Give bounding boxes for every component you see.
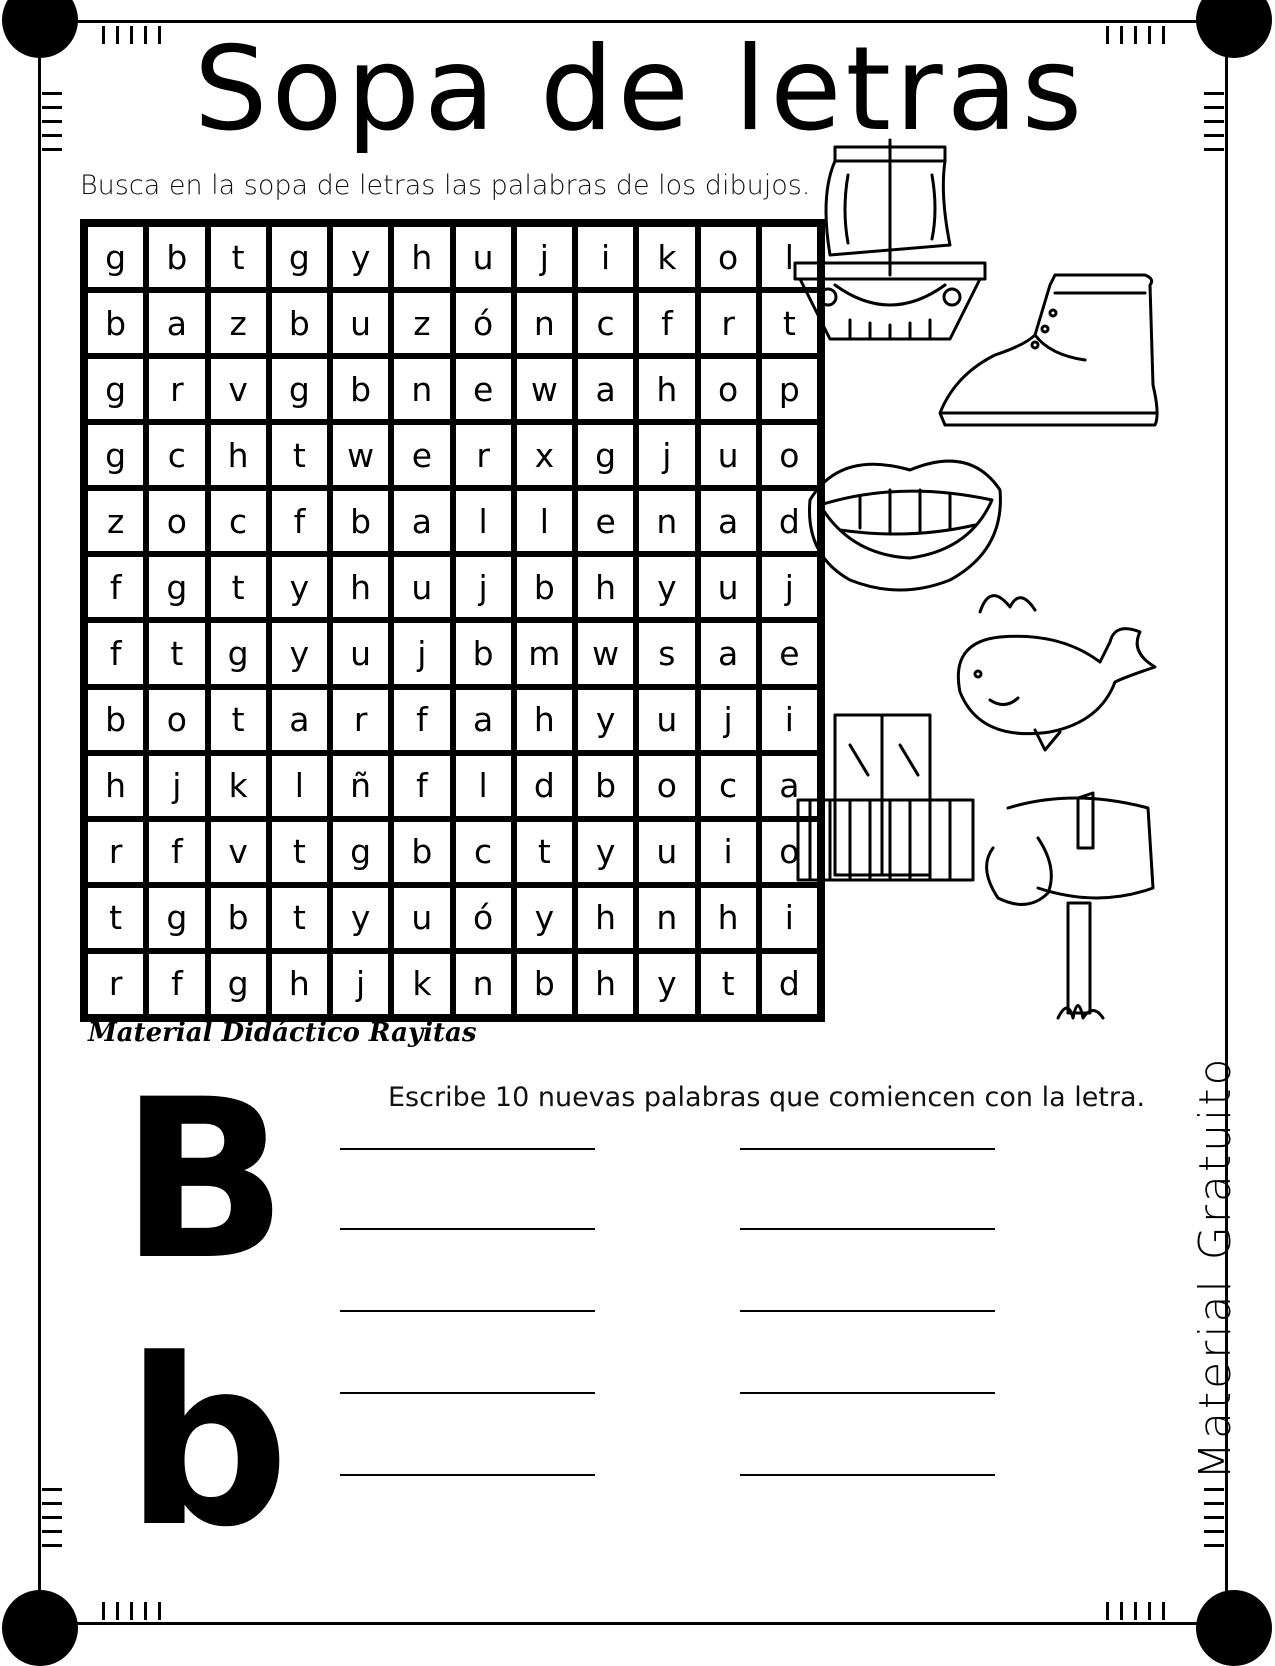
grid-cell[interactable]: l [517,491,572,551]
grid-cell[interactable]: c [578,293,633,353]
grid-cell[interactable]: b [517,557,572,617]
grid-cell[interactable]: l [272,756,327,816]
grid-cell[interactable]: e [578,491,633,551]
grid-cell[interactable]: u [701,425,756,485]
grid-cell[interactable]: j [517,227,572,287]
grid-cell[interactable]: d [517,756,572,816]
grid-cell[interactable]: t [211,557,266,617]
grid-cell[interactable]: i [762,690,817,750]
grid-cell[interactable]: c [149,425,204,485]
grid-cell[interactable]: g [211,954,266,1014]
grid-cell[interactable]: j [701,690,756,750]
grid-cell[interactable]: o [762,822,817,882]
boot-picture [935,265,1165,440]
grid-cell[interactable]: r [149,359,204,419]
grid-cell[interactable]: ñ [333,756,388,816]
grid-cell[interactable]: f [272,491,327,551]
grid-cell[interactable]: d [762,954,817,1014]
grid-cell[interactable]: b [149,227,204,287]
grid-cell[interactable]: a [578,359,633,419]
writing-line[interactable] [740,1228,995,1230]
grid-cell[interactable]: b [517,954,572,1014]
grid-cell[interactable]: a [456,690,511,750]
grid-cell[interactable]: o [149,491,204,551]
mouth-picture [800,440,1010,600]
grid-cell[interactable]: a [272,690,327,750]
grid-cell[interactable]: n [456,954,511,1014]
grid-cell[interactable]: w [578,623,633,683]
grid-cell[interactable]: b [333,491,388,551]
letter-uppercase: B [120,1052,288,1308]
writing-line[interactable] [740,1474,995,1476]
grid-cell[interactable]: f [149,822,204,882]
writing-line[interactable] [740,1310,995,1312]
grid-cell[interactable]: u [456,227,511,287]
grid-cell[interactable]: h [639,359,694,419]
grid-cell[interactable]: g [211,623,266,683]
grid-cell[interactable]: t [149,623,204,683]
grid-cell[interactable]: h [211,425,266,485]
grid-cell[interactable]: g [333,822,388,882]
grid-cell[interactable]: r [88,822,143,882]
grid-cell[interactable]: d [762,491,817,551]
writing-line[interactable] [740,1392,995,1394]
grid-cell[interactable]: g [149,557,204,617]
grid-cell[interactable]: z [88,491,143,551]
grid-cell[interactable]: j [762,557,817,617]
grid-cell[interactable]: h [701,888,756,948]
grid-cell[interactable]: h [517,690,572,750]
grid-cell[interactable]: n [639,888,694,948]
grid-cell[interactable]: n [394,359,449,419]
grid-cell[interactable]: x [517,425,572,485]
grid-cell[interactable]: k [394,954,449,1014]
grid-cell[interactable]: t [272,888,327,948]
grid-cell[interactable]: l [456,756,511,816]
grid-cell[interactable]: y [639,557,694,617]
writing-line[interactable] [740,1148,995,1150]
grid-cell[interactable]: e [456,359,511,419]
grid-cell[interactable]: u [701,557,756,617]
writing-instruction: Escribe 10 nuevas palabras que comiencen con la letra. [388,1082,1146,1113]
grid-cell[interactable]: c [701,756,756,816]
grid-cell[interactable]: w [517,359,572,419]
grid-cell[interactable]: l [762,227,817,287]
grid-cell[interactable]: t [272,425,327,485]
grid-cell[interactable]: b [88,293,143,353]
grid-cell[interactable]: y [272,557,327,617]
grid-cell[interactable]: g [88,425,143,485]
grid-cell[interactable]: t [762,293,817,353]
grid-cell[interactable]: h [88,756,143,816]
grid-cell[interactable]: y [578,822,633,882]
grid-cell[interactable]: y [272,623,327,683]
balcony-picture [790,695,980,890]
grid-cell[interactable]: p [762,359,817,419]
grid-cell[interactable]: f [149,954,204,1014]
grid-cell[interactable]: f [88,623,143,683]
grid-cell[interactable]: m [517,623,572,683]
grid-cell[interactable]: z [394,293,449,353]
grid-cell[interactable]: y [333,227,388,287]
grid-cell[interactable]: y [517,888,572,948]
grid-cell[interactable]: o [149,690,204,750]
grid-cell[interactable]: l [456,491,511,551]
grid-cell[interactable]: r [456,425,511,485]
grid-cell[interactable]: j [456,557,511,617]
grid-cell[interactable]: t [701,954,756,1014]
grid-cell[interactable]: b [272,293,327,353]
writing-line[interactable] [340,1474,595,1476]
grid-cell[interactable]: v [211,359,266,419]
grid-cell[interactable]: a [762,756,817,816]
grid-cell[interactable]: i [578,227,633,287]
grid-cell[interactable]: k [211,756,266,816]
grid-cell[interactable]: c [456,822,511,882]
grid-cell[interactable]: h [272,954,327,1014]
mailbox-picture [978,778,1168,1028]
writing-line[interactable] [340,1392,595,1394]
grid-cell[interactable]: i [701,822,756,882]
grid-cell[interactable]: r [88,954,143,1014]
grid-cell[interactable]: i [762,888,817,948]
grid-cell[interactable]: j [394,623,449,683]
grid-cell[interactable]: j [333,954,388,1014]
grid-cell[interactable]: g [88,359,143,419]
grid-cell[interactable]: t [517,822,572,882]
grid-cell[interactable]: u [333,623,388,683]
grid-cell[interactable]: t [88,888,143,948]
grid-cell[interactable]: o [701,359,756,419]
corner-ornament [2,1590,78,1666]
grid-cell[interactable]: a [701,623,756,683]
grid-cell[interactable]: u [639,690,694,750]
writing-line[interactable] [340,1228,595,1230]
grid-cell[interactable]: s [639,623,694,683]
grid-cell[interactable]: f [394,690,449,750]
grid-cell[interactable]: a [149,293,204,353]
grid-cell[interactable]: t [211,227,266,287]
grid-cell[interactable]: ó [456,293,511,353]
corner-ornament [1196,1590,1272,1666]
grid-cell[interactable]: b [333,359,388,419]
page-title: Sopa de letras [193,22,1087,157]
grid-cell[interactable]: y [639,954,694,1014]
grid-cell[interactable]: a [394,491,449,551]
grid-cell[interactable]: t [211,690,266,750]
grid-cell[interactable]: ó [456,888,511,948]
grid-cell[interactable]: f [88,557,143,617]
grid-cell[interactable]: r [701,293,756,353]
grid-cell[interactable]: e [762,623,817,683]
grid-cell[interactable]: b [456,623,511,683]
grid-cell[interactable]: u [394,888,449,948]
grid-cell[interactable]: t [272,822,327,882]
grid-cell[interactable]: h [394,227,449,287]
writing-line[interactable] [340,1310,595,1312]
writing-line[interactable] [340,1148,595,1150]
grid-cell[interactable]: v [211,822,266,882]
grid-cell[interactable]: y [333,888,388,948]
letter-lowercase: b [125,1311,290,1578]
grid-cell[interactable]: g [88,227,143,287]
grid-cell[interactable]: f [394,756,449,816]
grid-cell[interactable]: u [394,557,449,617]
grid-cell[interactable]: o [762,425,817,485]
search-instruction: Busca en la sopa de letras las palabras de los dibujos. [80,170,811,201]
grid-cell[interactable]: u [333,293,388,353]
grid-cell[interactable]: b [88,690,143,750]
grid-cell[interactable]: w [333,425,388,485]
grid-cell[interactable]: k [639,227,694,287]
grid-cell[interactable]: h [578,557,633,617]
grid-cell[interactable]: j [149,756,204,816]
word-search-grid [80,219,825,1022]
grid-cell[interactable]: h [333,557,388,617]
grid-cell[interactable]: b [394,822,449,882]
grid-cell[interactable]: r [333,690,388,750]
grid-cell[interactable]: u [639,822,694,882]
grid-cell[interactable]: g [149,888,204,948]
grid-cell[interactable]: f [639,293,694,353]
grid-cell[interactable]: e [394,425,449,485]
publisher-credit: Material Didáctico Rayitas [88,1018,477,1048]
grid-cell[interactable]: g [578,425,633,485]
grid-cell[interactable]: g [272,227,327,287]
grid-cell[interactable]: o [701,227,756,287]
grid-cell[interactable]: h [578,954,633,1014]
grid-cell[interactable]: o [639,756,694,816]
grid-cell[interactable]: y [578,690,633,750]
grid-cell[interactable]: g [272,359,327,419]
grid-cell[interactable]: z [211,293,266,353]
grid-cell[interactable]: b [578,756,633,816]
grid-cell[interactable]: n [639,491,694,551]
grid-cell[interactable]: b [211,888,266,948]
grid-cell[interactable]: h [578,888,633,948]
grid-cell[interactable]: n [517,293,572,353]
grid-cell[interactable]: a [701,491,756,551]
grid-cell[interactable]: j [639,425,694,485]
grid-cell[interactable]: c [211,491,266,551]
side-label: Material Gratuito [1190,1055,1241,1480]
